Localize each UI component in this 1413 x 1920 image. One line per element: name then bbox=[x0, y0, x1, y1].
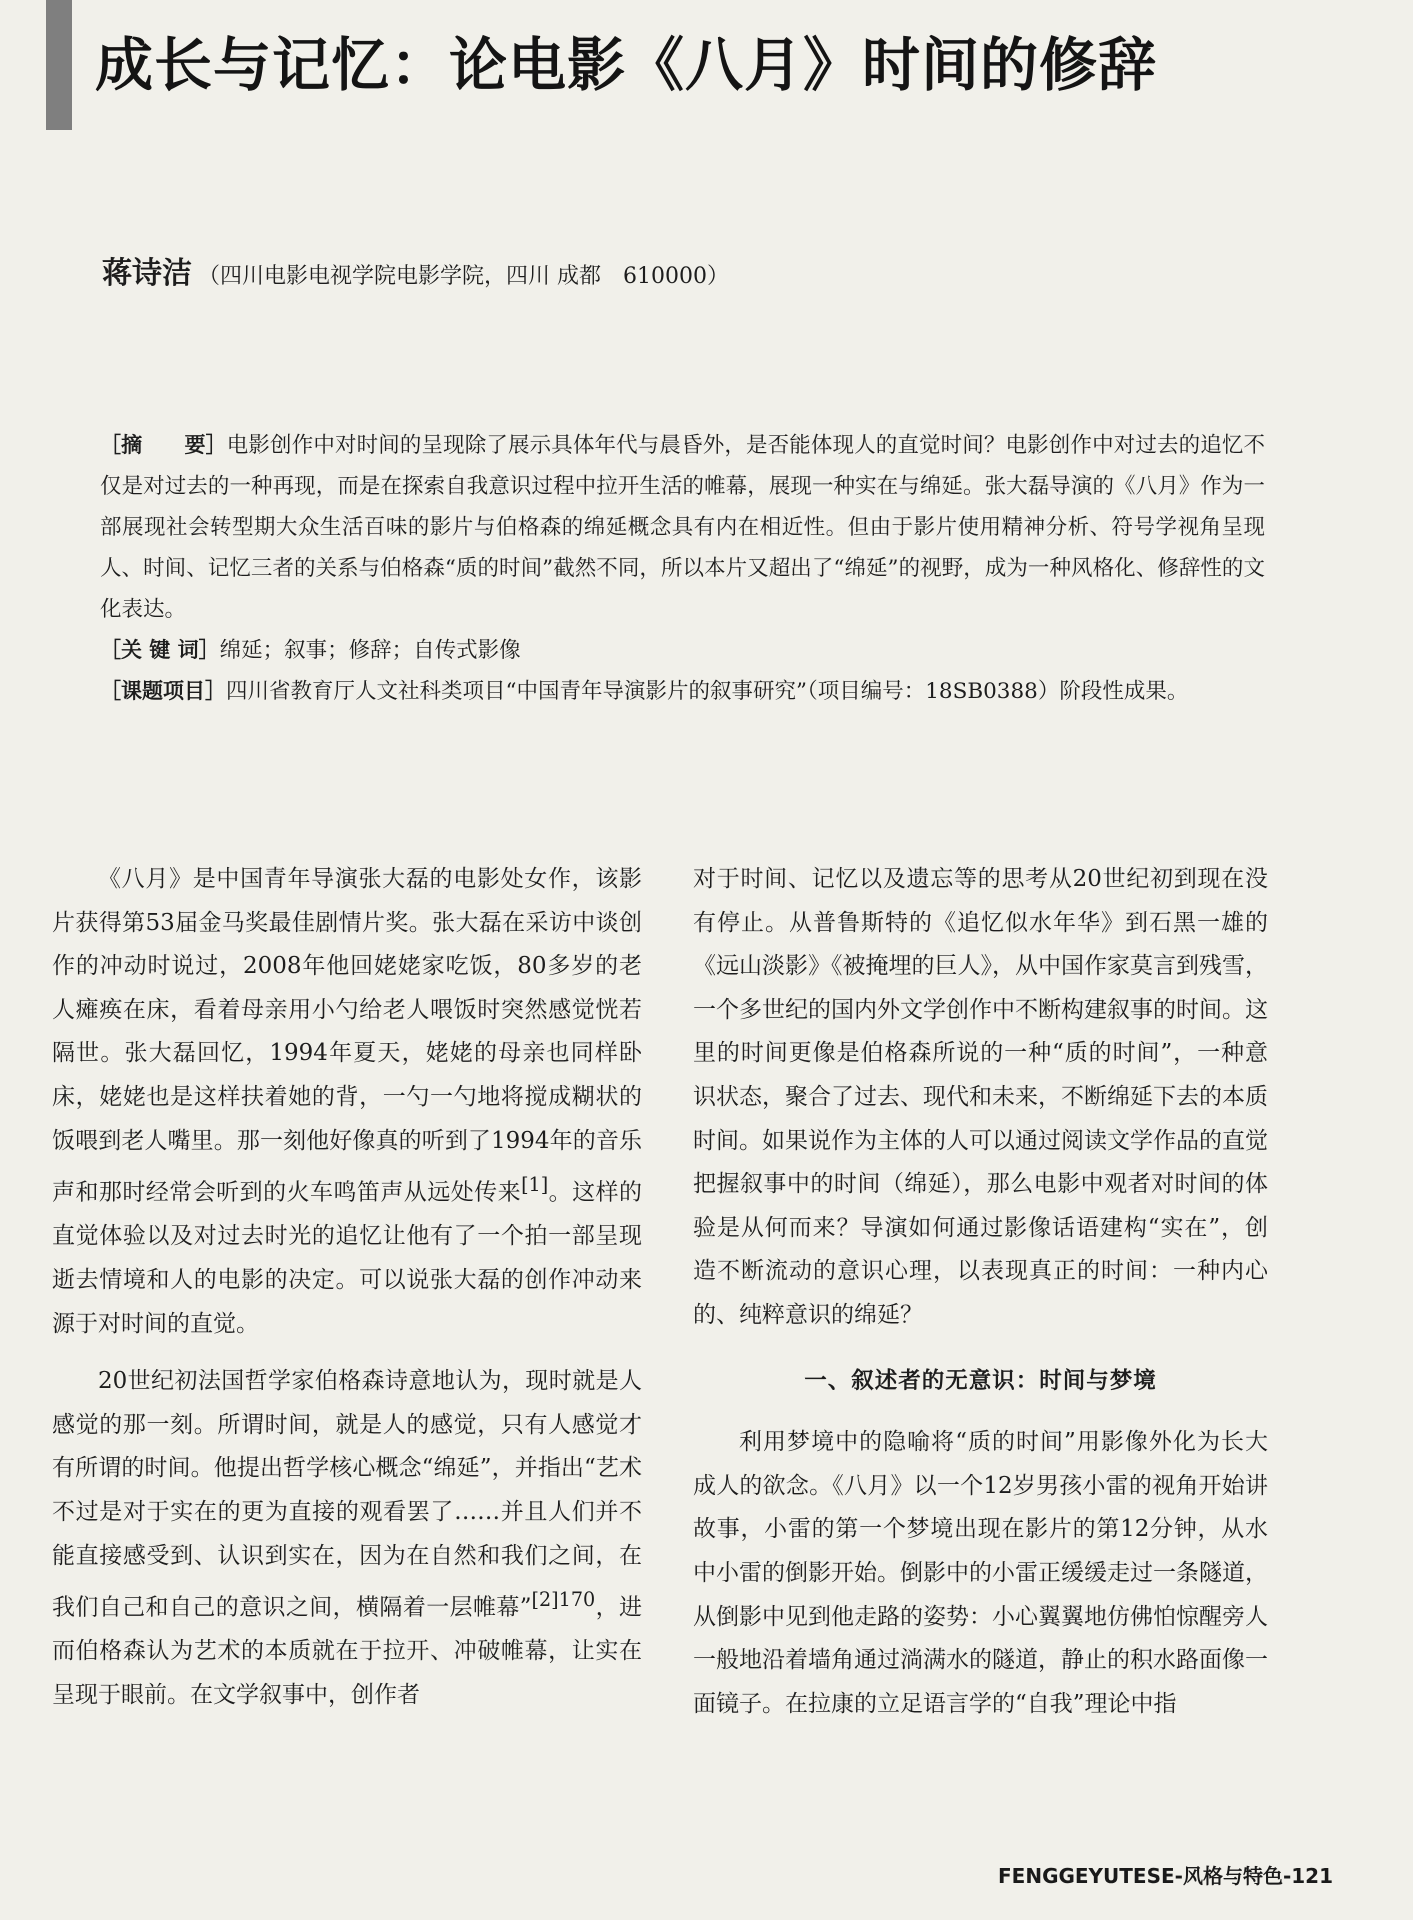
section-heading: 一、叙述者的无意识：时间与梦境 bbox=[804, 1367, 1157, 1394]
keywords bbox=[60, 630, 1265, 671]
project bbox=[60, 671, 1265, 712]
paragraph-text: 20世纪初法国哲学家伯格森诗意地认为，现时就是人感觉的那一刻。所谓时间，就是人的感觉，只有人感觉才有所谓的时间。他提出哲学核心概念“绵延”，并指出“艺术不过是对于实在的更为直接的观看罢了……并且人们并不能直接感受到、认识到实在，因为在自然和我们之间，在我们自己和自己的意识之间，横隔着一层帷幕” bbox=[52, 1368, 642, 1621]
page-footer: FENGGEYUTESE-风格与特色-121 bbox=[998, 1864, 1333, 1888]
author-name: 蒋诗洁 bbox=[102, 256, 192, 291]
abstract-text: 电影创作中对时间的呈现除了展示具体年代与晨昏外，是否能体现人的直觉时间？电影创作中对过去的追忆不仅是对过去的一种再现，而是在探索自我意识过程中拉开生活的帷幕，展现一种实在与绵延。张大磊导演的《八月》作为一部展现社会转型期大众生活百味的影片与伯格森的绵延概念具有内在相近性。但由于影片使用精神分析、符号学视角呈现人、时间、记忆三者的关系与伯格森“质的时间”截然不同，所以本片又超出了“绵延”的视野，成为一种风格化、修辞性的文化表达。 bbox=[100, 433, 1265, 622]
keywords-label: ［关 键 词］ bbox=[100, 638, 220, 662]
project-text: 四川省教育厅人文社科类项目“中国青年导演影片的叙事研究”（项目编号：18SB0388）阶段性成果。 bbox=[226, 679, 1189, 704]
project-label: ［课题项目］ bbox=[100, 679, 226, 703]
abstract bbox=[60, 425, 1265, 630]
paragraph: 对于时间、记忆以及遗忘等的思考从20世纪初到现在没有停止。从普鲁斯特的《追忆似水年华》到石黑一雄的《远山淡影》《被掩埋的巨人》，从中国作家莫言到残雪，一个多世纪的国内外文学创作中不断构建叙事的时间。这里的时间更像是伯格森所说的一种“质的时间”，一种意识状态，聚合了过去、现代和未来，不断绵延下去的本质时间。如果说作为主体的人可以通过阅读文学作品的直觉把握叙事中的时间（绵延），那么电影中观者对时间的体验是从何而来？导演如何通过影像话语建构“实在”，创造不断流动的意识心理，以表现真正的时间：一种内心的、纯粹意识的绵延？ bbox=[693, 866, 1268, 1328]
title-accent-bar bbox=[46, 0, 72, 130]
paragraph-text: 《八月》是中国青年导演张大磊的电影处女作，该影片获得第53届金马奖最佳剧情片奖。张大磊在采访中谈创作的冲动时说过，2008年他回姥姥家吃饭，80多岁的老人瘫痪在床，看着母亲用小勺给老人喂饭时突然感觉恍若隔世。张大磊回忆，1994年夏天，姥姥的母亲也同样卧床，姥姥也是这样扶着她的背，一勺一勺地将搅成糊状的饭喂到老人嘴里。那一刻他好像真的听到了1994年的音乐声和那时经常会听到的火车鸣笛声从远处传来 bbox=[52, 866, 642, 1206]
article-title: 成长与记忆：论电影《八月》时间的修辞 bbox=[95, 31, 1158, 99]
citation-ref[interactable]: [1] bbox=[521, 1173, 549, 1197]
article-meta bbox=[60, 425, 1265, 712]
author-affiliation: （四川电影电视学院电影学院，四川 成都 610000） bbox=[198, 264, 729, 289]
abstract-label: ［摘 要］ bbox=[100, 433, 227, 457]
keywords-text: 绵延；叙事；修辞；自传式影像 bbox=[219, 638, 521, 663]
citation-ref[interactable]: [2]170 bbox=[531, 1588, 596, 1612]
body-column-right bbox=[693, 858, 1268, 1726]
paragraph-text: 。这样的直觉体验以及对过去时光的追忆让他有了一个拍一部呈现逝去情境和人的电影的决定。可以说张大磊的创作冲动来源于对时间的直觉。 bbox=[52, 1179, 643, 1337]
paragraph-text: ，进而伯格森认为艺术的本质就在于拉开、冲破帷幕，让实在呈现于眼前。在文学叙事中，创作者 bbox=[52, 1594, 642, 1708]
body-column-left bbox=[52, 858, 642, 1718]
paragraph bbox=[52, 858, 642, 1346]
paragraph bbox=[52, 1360, 642, 1717]
paragraph: 利用梦境中的隐喻将“质的时间”用影像外化为长大成人的欲念。《八月》以一个12岁男孩小雷的视角开始讲故事，小雷的第一个梦境出现在影片的第12分钟，从水中小雷的倒影开始。倒影中的小雷正缓缓走过一条隧道，从倒影中见到他走路的姿势：小心翼翼地仿佛怕惊醒旁人一般地沿着墙角通过淌满水的隧道，静止的积水路面像一面镜子。在拉康的立足语言学的“自我”理论中指 bbox=[693, 1429, 1268, 1717]
byline bbox=[102, 248, 729, 292]
